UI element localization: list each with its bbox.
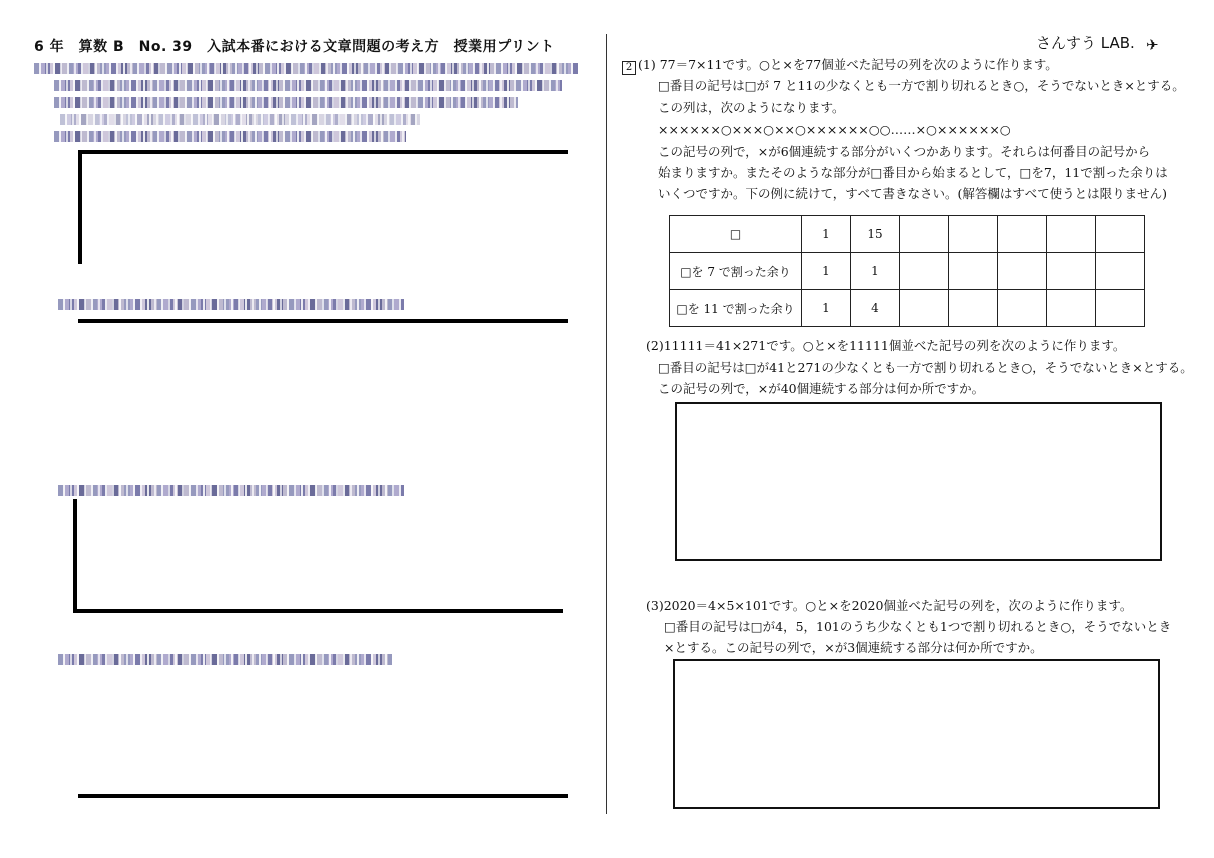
- table-row: [670, 253, 1145, 290]
- answer-cell[interactable]: [998, 216, 1047, 253]
- redacted-text-line: [54, 97, 518, 108]
- answer-frame-top: [78, 150, 568, 154]
- q2-p2-line-3: この記号の列で，×が40個連続する部分は何か所ですか。: [658, 381, 985, 396]
- q2-p2-line-1: (2)11111＝41×271です。○と×を11111個並べた記号の列を次のように作ります。: [646, 338, 1126, 353]
- answer-cell[interactable]: [1096, 253, 1145, 290]
- page-divider: [606, 34, 607, 814]
- answer-cell[interactable]: [1047, 216, 1096, 253]
- table-row: [670, 216, 1145, 253]
- redacted-text-line: [54, 80, 562, 91]
- redacted-text-line: [34, 63, 578, 74]
- answer-frame-left: [73, 499, 77, 613]
- q2-p1-line-7: いくつですか。下の例に続けて，すべて書きなさい。(解答欄はすべて使うとは限りません): [658, 186, 1168, 201]
- answer-frame-bottom: [78, 794, 568, 798]
- redacted-text-line: [60, 114, 420, 125]
- q2-p1-sequence: ××××××○×××○××○××××××○○……×○××××××○: [658, 122, 1011, 137]
- q2-p3-line-2: □番目の記号は□が4，5，101のうち少なくとも1つで割り切れるとき○，そうでないとき: [664, 619, 1172, 634]
- q2-p1-line-2: □番目の記号は□が 7 と11の少なくとも一方で割り切れるとき○，そうでないとき×とする。: [658, 78, 1185, 93]
- q2-p1-line-3: この列は，次のようになります。: [658, 100, 845, 115]
- q2-p2-line-2: □番目の記号は□が41と271の少なくとも一方で割り切れるとき○，そうでないとき×とする。: [658, 360, 1193, 375]
- brand-bird-icon: ✈: [1146, 36, 1159, 54]
- redacted-text-line: [54, 131, 406, 142]
- table-row-label: □を 11 で割った余り: [670, 290, 802, 327]
- answer-frame-left: [78, 150, 82, 264]
- q2-p1-line-5: この記号の列で，×が6個連続する部分がいくつかあります。それらは何番目の記号から: [658, 144, 1151, 159]
- table-cell: 1: [802, 216, 851, 253]
- q2-p1-line-6: 始まりますか。またそのような部分が□番目から始まるとして，□を7，11で割った余りは: [658, 165, 1168, 180]
- table-cell: 15: [851, 216, 900, 253]
- answer-cell[interactable]: [949, 253, 998, 290]
- answer-cell[interactable]: [900, 290, 949, 327]
- q2-p3-line-1: (3)2020＝4×5×101です。○と×を2020個並べた記号の列を，次のように作ります。: [646, 598, 1133, 613]
- answer-cell[interactable]: [1047, 253, 1096, 290]
- table-cell: 1: [802, 253, 851, 290]
- answer-box-2[interactable]: [675, 402, 1162, 561]
- answer-cell[interactable]: [900, 253, 949, 290]
- answer-cell[interactable]: [1096, 290, 1145, 327]
- answer-frame-bottom: [73, 609, 563, 613]
- table-cell: 1: [851, 253, 900, 290]
- redacted-text-line: [58, 299, 404, 310]
- table-cell: 1: [802, 290, 851, 327]
- answer-cell[interactable]: [1096, 216, 1145, 253]
- answer-cell[interactable]: [998, 290, 1047, 327]
- page-title: 6 年 算数 B No. 39 入試本番における文章問題の考え方 授業用プリント: [34, 39, 555, 55]
- brand-name: さんすう LAB.: [1036, 34, 1135, 52]
- answer-cell[interactable]: [949, 216, 998, 253]
- table-cell: 4: [851, 290, 900, 327]
- redacted-text-line: [58, 485, 404, 496]
- table-row: [670, 290, 1145, 327]
- q2-p1-line-1: 2 (1) 77＝7×11です。○と×を77個並べた記号の列を次のように作ります。: [622, 54, 1058, 75]
- answer-frame-top: [78, 319, 568, 323]
- question-number-box: 2: [622, 61, 636, 75]
- table-row-label: □: [670, 216, 802, 253]
- answer-cell[interactable]: [949, 290, 998, 327]
- table-row-label: □を 7 で割った余り: [670, 253, 802, 290]
- q2-p3-line-3: ×とする。この記号の列で，×が3個連続する部分は何か所ですか。: [664, 640, 1043, 655]
- answer-cell[interactable]: [900, 216, 949, 253]
- redacted-text-line: [58, 654, 392, 665]
- answer-cell[interactable]: [998, 253, 1047, 290]
- answer-cell[interactable]: [1047, 290, 1096, 327]
- q2-p1-label: (1): [638, 57, 656, 72]
- remainder-table: [669, 215, 1145, 327]
- answer-box-3[interactable]: [673, 659, 1160, 809]
